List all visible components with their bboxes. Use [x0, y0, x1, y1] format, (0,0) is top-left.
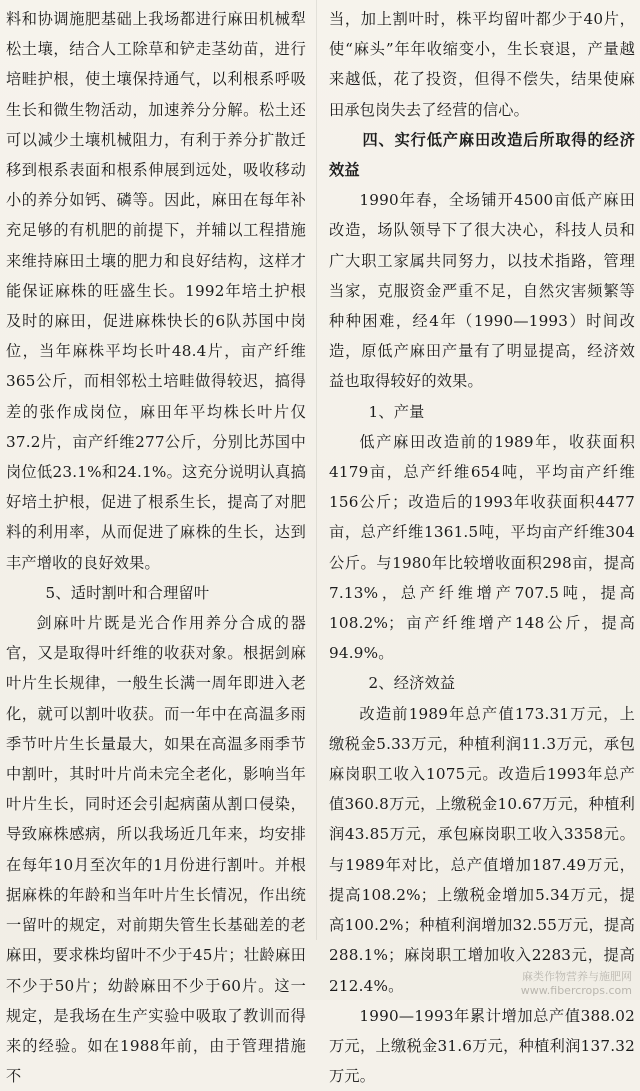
right-paragraph-2: 1990年春，全场铺开4500亩低产麻田改造，场队领导下了很大决心，科技人员和广大职工家属共同努力，以技术指路，管理当家，克服资金严重不足，自然灾害频繁等种种困难，经4年（1990—1993）时间改造，原低产麻田产量有了明显提高，经济效益也取得较好的效果。 [329, 191, 635, 391]
subheading-economic-benefit: 2、经济效益 [368, 674, 456, 693]
section-heading-5: 5、适时割叶和合理留叶 [45, 583, 210, 602]
watermark-url: www.fibercrops.com [520, 984, 632, 997]
subheading-yield: 1、产量 [368, 402, 425, 421]
left-paragraph-2: 剑麻叶片既是光合作用养分合成的器官，又是取得叶纤维的收获对象。根据剑麻叶片生长规律，一般生长满一周年即进入老化，就可以割叶收获。而一年中在高温多雨季节叶片生长量最大，如果在高温多雨季节中割叶，其时叶片尚未完全老化，影响当年叶片生长，同时还会引起病菌从割口侵染，导致麻株感病，所以我场近几年来，均安排在每年10月至次年的1月份进行割叶。并根据麻株的年龄和当年叶片生长情况，作出统一留叶的规定，对前期失管生长基础差的老麻田，要求株均留叶不少于45片；壮龄麻田不少于50片；幼龄麻田不少于60片。这一规定，是我场在生产实验中吸取了教训而得来的经验。如在1988年前，由于管理措施不 [6, 614, 306, 1086]
left-column [6, 4, 306, 1091]
left-paragraph-1: 料和协调施肥基础上我场都进行麻田机械犁松土壤，结合人工除草和铲走茎幼苗，进行培畦护根，使土壤保持通气，以利根系呼吸生长和微生物活动，加速养分分解。松土还可以减少土壤机械阻力，有利于养分扩散迁移到根系表面和根系伸展到远处，吸收移动小的养分如钙、磷等。因此，麻田在每年补充足够的有机肥的前提下，并辅以工程措施来维持麻田土壤的肥力和良好结构，这样才能保证麻株的旺盛生长。1992年培土护根及时的麻田，促进麻株快长的6队苏国中岗位，当年麻株平均长叶48.4片，亩产纤维365公斤，而相邻松土培畦做得较迟，搞得差的张作成岗位，麻田年平均株长叶片仅37.2片，亩产纤维277公斤，分别比苏国中岗位低23.1%和24.1%。这充分说明认真搞好培土护根，促进了根系生长，提高了对肥料的利用率，从而促进了麻株的生长，达到丰产增收的良好效果。 [6, 10, 306, 572]
watermark-title: 麻类作物营养与施肥网 [522, 970, 632, 983]
right-paragraph-1: 当，加上割叶时，株平均留叶都少于40片，使“麻头”年年收缩变小，生长衰退，产量越来越低，花了投资，但得不偿失，结果使麻田承包岗失去了经营的信心。 [329, 10, 635, 119]
column-divider [316, 0, 317, 940]
right-paragraph-5: 1990—1993年累计增加总产值388.02万元，上缴税金31.6万元，种植利润137.32万元。 [329, 1006, 635, 1086]
site-watermark [442, 970, 632, 998]
section-heading-4: 四、实行低产麻田改造后所取得的经济效益 [329, 130, 635, 180]
right-column [329, 4, 635, 1091]
right-paragraph-4: 改造前1989年总产值173.31万元，上缴税金5.33万元，种植利润11.3万元，承包麻岗职工收入1075元。改造后1993年总产值360.8万元，上缴税金10.67万元，种植利润43.85万元，承包麻岗职工收入3358元。与1989年对比，总产值增加187.49万元，提高108.2%；上缴税金增加5.34万元，提高100.2%；种植利润增加32.55万元，提高288.1%；麻岗职工增加收入2283元，提高212.4%。 [329, 704, 635, 995]
right-paragraph-3: 低产麻田改造前的1989年，收获面积4179亩，总产纤维654吨，平均亩产纤维156公斤；改造后的1993年收获面积4477亩，总产纤维1361.5吨，平均亩产纤维304公斤。与1980年比较增收面积298亩，提高7.13%，总产纤维增产707.5吨，提高108.2%；亩产纤维增产148公斤，提高94.9%。 [329, 432, 635, 663]
